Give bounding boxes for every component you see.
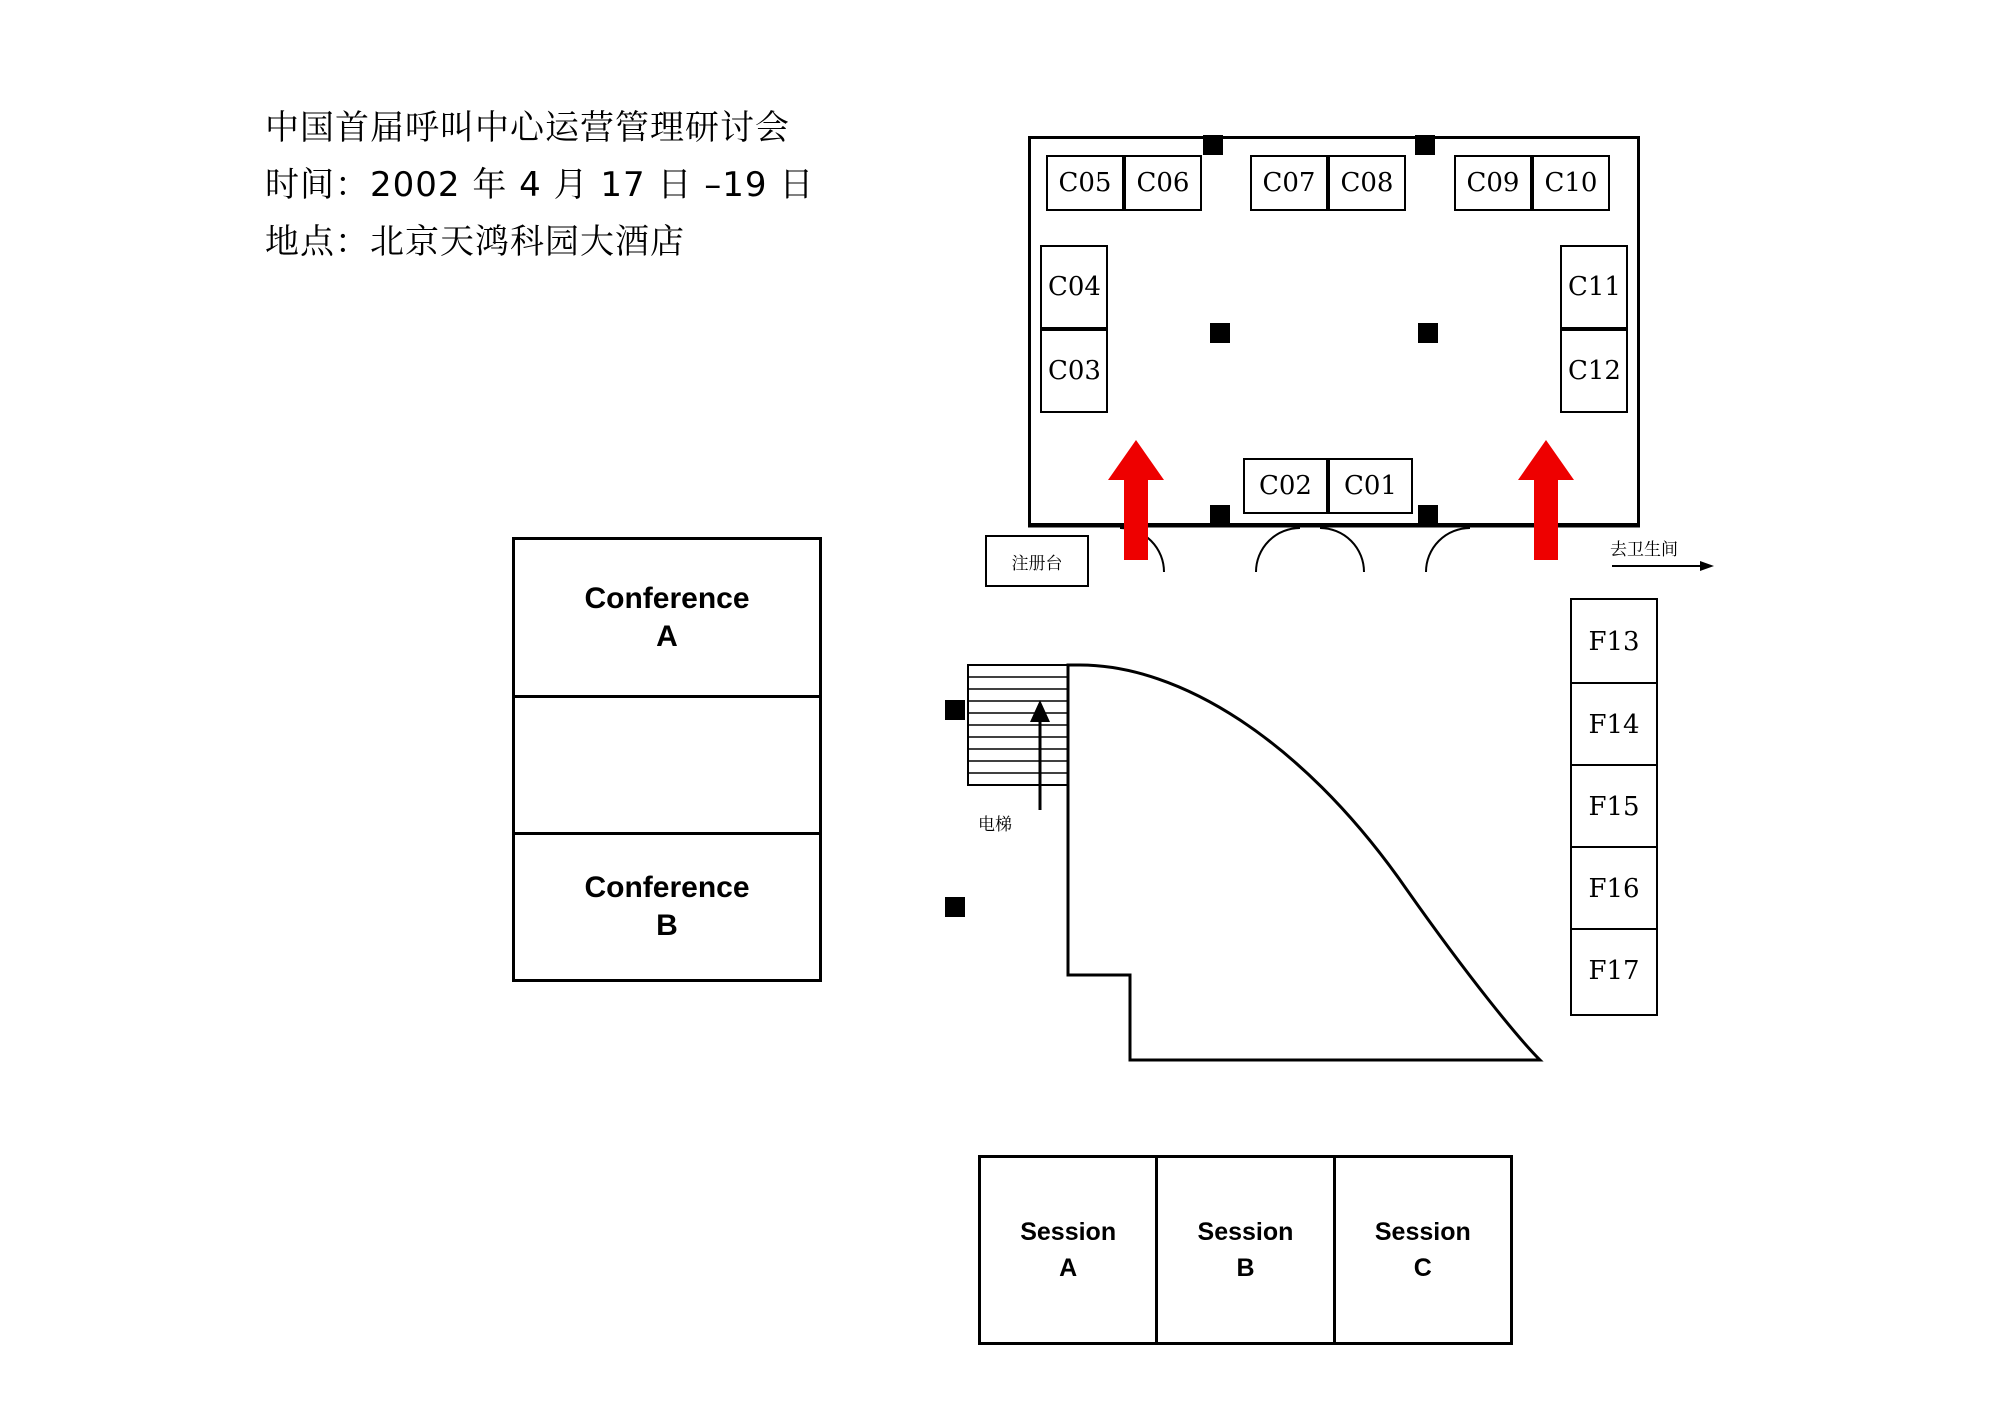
booth-f16[interactable]: F16 [1572,846,1656,930]
booth-f14[interactable]: F14 [1572,682,1656,766]
session-room-a[interactable] [981,1158,1155,1342]
session-rooms-block [978,1155,1513,1345]
session-a-line1: Session [1020,1218,1117,1246]
session-c-line1: Session [1374,1218,1471,1246]
booth-c09[interactable]: C09 [1454,155,1532,211]
session-b-line2: B [1236,1254,1255,1282]
session-c-line2: C [1413,1254,1432,1282]
booth-c10[interactable]: C10 [1532,155,1610,211]
booth-f17[interactable]: F17 [1572,928,1656,1012]
conference-a-line1: Conference [584,581,750,615]
booth-c07[interactable]: C07 [1250,155,1328,211]
stairs [968,665,1068,810]
event-title-line-1: 中国首届呼叫中心运营管理研讨会 [265,108,790,148]
booth-f13[interactable]: F13 [1588,626,1640,657]
elevator-label: 电梯 [978,815,1012,835]
booth-c12[interactable]: C12 [1560,329,1628,413]
pillar-marker [945,700,965,720]
booth-c11[interactable]: C11 [1560,245,1628,329]
booth-c03[interactable]: C03 [1040,329,1108,413]
session-room-c[interactable] [1333,1158,1510,1342]
conference-b-line1: Conference [584,871,750,904]
event-title-line-2: 时间：2002 年 4 月 17 日 –19 日 [265,165,815,205]
restroom-direction-label: 去卫生间 [1610,540,1678,560]
session-a-line2: A [1059,1254,1078,1282]
entrance-arrow-left [1108,440,1164,560]
session-room-b[interactable] [1155,1158,1332,1342]
booth-c04[interactable]: C04 [1040,245,1108,329]
conference-a-line2: A [656,619,678,653]
pillar-marker [945,897,965,917]
registration-desk[interactable]: 注册台 [985,535,1089,587]
booth-f15[interactable]: F15 [1572,764,1656,848]
conference-rooms-block [512,537,822,982]
conference-room-middle[interactable] [515,695,819,835]
f-booth-column [1570,598,1658,1016]
booth-c06[interactable]: C06 [1124,155,1202,211]
booth-c05[interactable]: C05 [1046,155,1124,211]
session-b-line1: Session [1197,1218,1294,1246]
booth-c08[interactable]: C08 [1328,155,1406,211]
conference-b-line2: B [656,909,678,942]
event-title-line-3: 地点：北京天鸿科园大酒店 [265,222,685,262]
booth-c02[interactable]: C02 [1243,458,1328,514]
curved-wall [1068,665,1540,1060]
conference-room-a[interactable] [515,540,819,695]
conference-room-b[interactable] [515,835,819,979]
booth-c01[interactable]: C01 [1328,458,1413,514]
entrance-arrow-right [1518,440,1574,560]
